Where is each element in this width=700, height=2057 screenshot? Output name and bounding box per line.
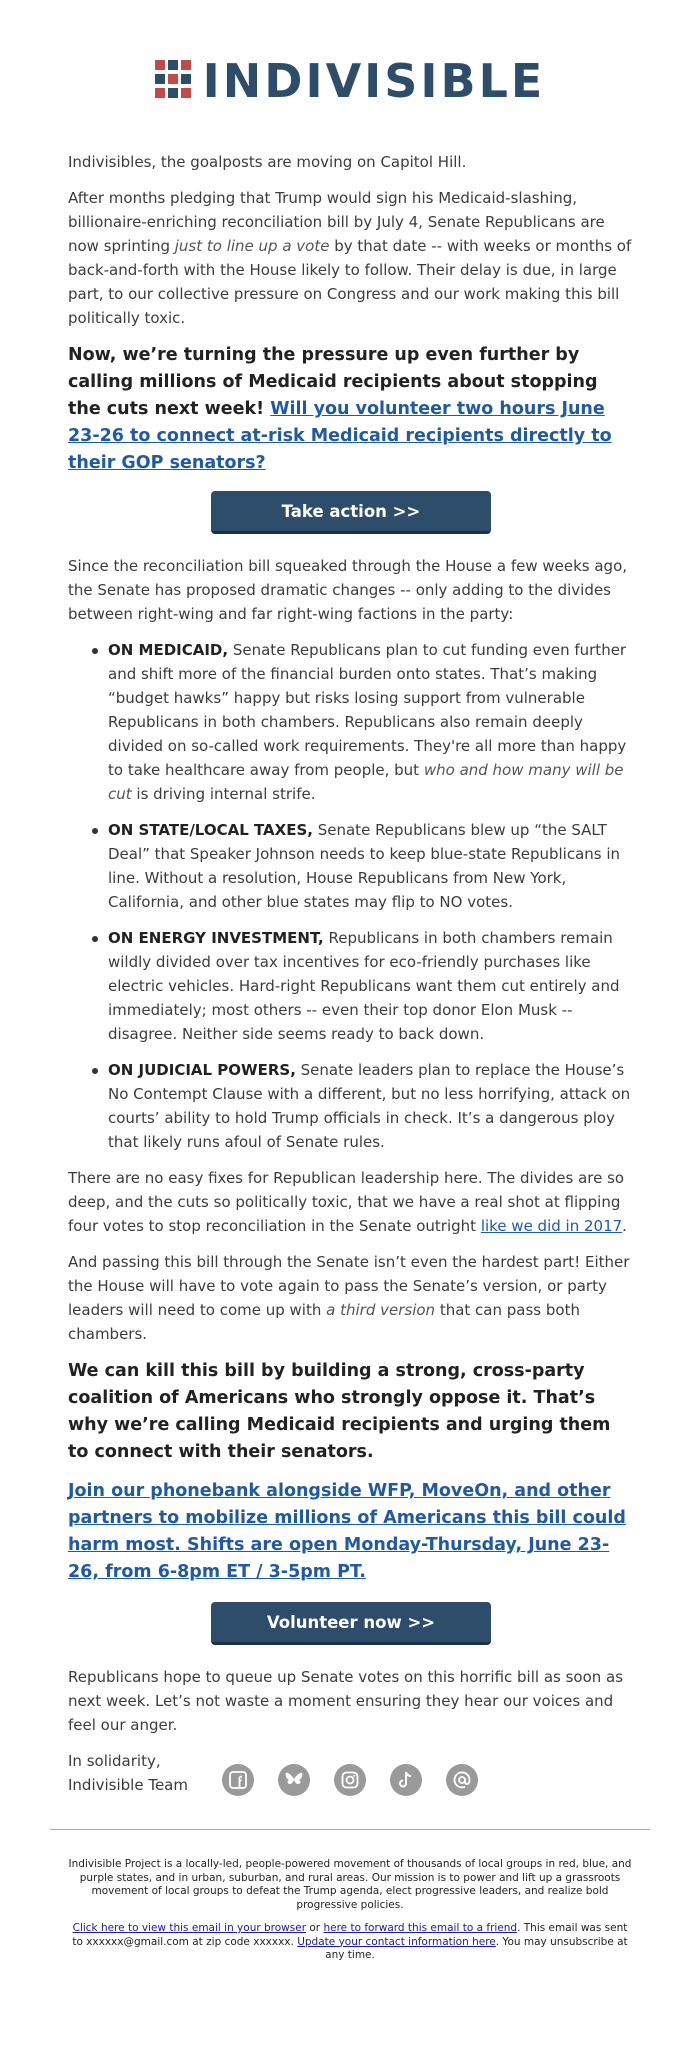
- take-action-button[interactable]: Take action >>: [211, 491, 491, 534]
- phonebank-paragraph: [68, 1478, 634, 1586]
- footer-sent-text: . This email was sent to xxxxxx@gmail.com at zip code xxxxxx.: [72, 1922, 628, 1948]
- footer: [66, 1858, 634, 1973]
- outlook2-italic: a third version: [326, 1301, 436, 1319]
- instagram-icon[interactable]: [334, 1764, 366, 1796]
- threads-icon[interactable]: [446, 1764, 478, 1796]
- volunteer-now-button[interactable]: Volunteer now >>: [211, 1602, 491, 1645]
- senate-changes-list: [92, 638, 634, 1154]
- item-text: Republicans in both chambers remain wildly divided over tax incentives for eco-friendly purchases like electric vehicles. Hard-right Republicans want them cut entirely and immediately; most others -- even their top donor Elon Musk -- disagree. Neither side seems ready to back down.: [108, 929, 620, 1043]
- update-contact-link[interactable]: Update your contact information here: [297, 1935, 496, 1948]
- intro-paragraph: [68, 186, 634, 330]
- footer-unsub-text: . You may unsubscribe at any time.: [325, 1935, 628, 1961]
- item-text-b: is driving internal strife.: [131, 785, 316, 803]
- cta-wrap-1: [68, 491, 634, 534]
- volunteer-link[interactable]: Will you volunteer two hours June 23-26 to connect at-risk Medicaid recipients directly to their GOP senators?: [68, 399, 612, 473]
- email-body: [68, 150, 634, 1809]
- item-text: Senate Republicans plan to cut funding even further and shift more of the financial burden onto states. That’s making “budget hawks” happy but risks losing support from vulnerable Republicans in both chambers. Republicans also remain deeply divided on so-called work requirements. They're all more than happy to take healthcare away from people, but: [108, 641, 627, 779]
- footer-about: Indivisible Project is a locally-led, people-powered movement of thousands of local groups in red, blue, and purple states, and in urban, suburban, and rural areas. Our mission is to power and lift up a grassroots movement of local groups to defeat the Trump agenda, elect progressive leaders, and realize bold progressive policies.: [68, 1858, 632, 1911]
- outlook-text-a: There are no easy fixes for Republican leadership here. The divides are so deep, and the cuts so politically toxic, that we have a real shot at flipping four votes to stop reconciliation in the Senate outright: [68, 1169, 625, 1235]
- item-heading: ON ENERGY INVESTMENT,: [108, 929, 324, 947]
- footer-or: or: [306, 1922, 324, 1934]
- outlook-text-b: .: [622, 1217, 627, 1235]
- item-heading: ON JUDICIAL POWERS,: [108, 1061, 296, 1079]
- 2017-link[interactable]: like we did in 2017: [480, 1217, 623, 1235]
- cta-wrap-2: [68, 1602, 634, 1645]
- footer-links: [66, 1922, 634, 1963]
- lead-text: Now, we’re turning the pressure up even further by calling millions of Medicaid recipients about stopping the cuts next week!: [68, 345, 598, 419]
- indivisible-mark-icon: [155, 60, 191, 102]
- phonebank-link[interactable]: Join our phonebank alongside WFP, MoveOn, and other partners to mobilize millions of Americans this bill could harm most. Shifts are open Monday-Thursday, June 23-26, from 6-8pm ET / 3-5pm PT.: [68, 1481, 626, 1582]
- outlook-paragraph-1: [68, 1166, 634, 1238]
- facebook-icon[interactable]: [222, 1764, 254, 1796]
- lead-paragraph: [68, 342, 634, 477]
- forward-link[interactable]: here to forward this email to a friend: [323, 1922, 518, 1934]
- outlook2-text-b: that can pass both chambers.: [68, 1301, 580, 1343]
- list-item-judicial: [92, 1058, 634, 1154]
- social-icons-row: [0, 1764, 700, 1796]
- coalition-paragraph: We can kill this bill by building a strong, cross-party coalition of Americans who strongly oppose it. That’s why we’re calling Medicaid recipients and urging them to connect with their senators.: [68, 1361, 611, 1462]
- intro-italic: just to line up a vote: [174, 237, 330, 255]
- bluesky-icon[interactable]: [278, 1764, 310, 1796]
- view-in-browser-link[interactable]: Click here to view this email in your browser: [72, 1922, 307, 1934]
- senate-intro: Since the reconciliation bill squeaked through the House a few weeks ago, the Senate has proposed dramatic changes -- only adding to the divides between right-wing and far right-wing factions in the party:: [68, 557, 628, 623]
- item-text: Senate leaders plan to replace the House’s No Contempt Clause with a different, but no less horrifying, attack on courts’ ability to hold Trump officials in check. It’s a dangerous ploy that likely runs afoul of Senate rules.: [108, 1061, 631, 1151]
- team-signature: Indivisible Team: [68, 1776, 188, 1794]
- intro-text-a: After months pledging that Trump would sign his Medicaid-slashing, billionaire-enriching reconciliation bill by July 4, Senate Republicans are now sprinting: [68, 189, 605, 255]
- greeting: Indivisibles, the goalposts are moving on Capitol Hill.: [68, 153, 467, 171]
- closing-paragraph: Republicans hope to queue up Senate votes on this horrific bill as soon as next week. Let’s not waste a moment ensuring they hear our voices and feel our anger.: [68, 1668, 624, 1734]
- item-heading: ON MEDICAID,: [108, 641, 229, 659]
- outlook2-text-a: And passing this bill through the Senate isn’t even the hardest part! Either the House will have to vote again to pass the Senate’s version, or party leaders will need to come up with: [68, 1253, 630, 1319]
- intro-text-b: by that date -- with weeks or months of back-and-forth with the House likely to follow. Their delay is due, in large part, to our collective pressure on Congress and our work making this bill politically toxic.: [68, 237, 632, 327]
- item-italic: who and how many will be cut: [108, 761, 624, 803]
- brand-wordmark: INDIVISIBLE: [202, 54, 546, 108]
- list-item-energy: [92, 926, 634, 1046]
- header-logo[interactable]: [0, 56, 700, 106]
- list-item-salt: [92, 818, 634, 914]
- tiktok-icon[interactable]: [390, 1764, 422, 1796]
- item-heading: ON STATE/LOCAL TAXES,: [108, 821, 313, 839]
- signoff: In solidarity,: [68, 1752, 161, 1770]
- item-text: Senate Republicans blew up “the SALT Deal” that Speaker Johnson needs to keep blue-state Republicans in line. Without a resolution, House Republicans from New York, California, and other blue states may flip to NO votes.: [108, 821, 621, 911]
- footer-divider: [50, 1829, 650, 1830]
- outlook-paragraph-2: [68, 1250, 634, 1346]
- list-item-medicaid: [92, 638, 634, 806]
